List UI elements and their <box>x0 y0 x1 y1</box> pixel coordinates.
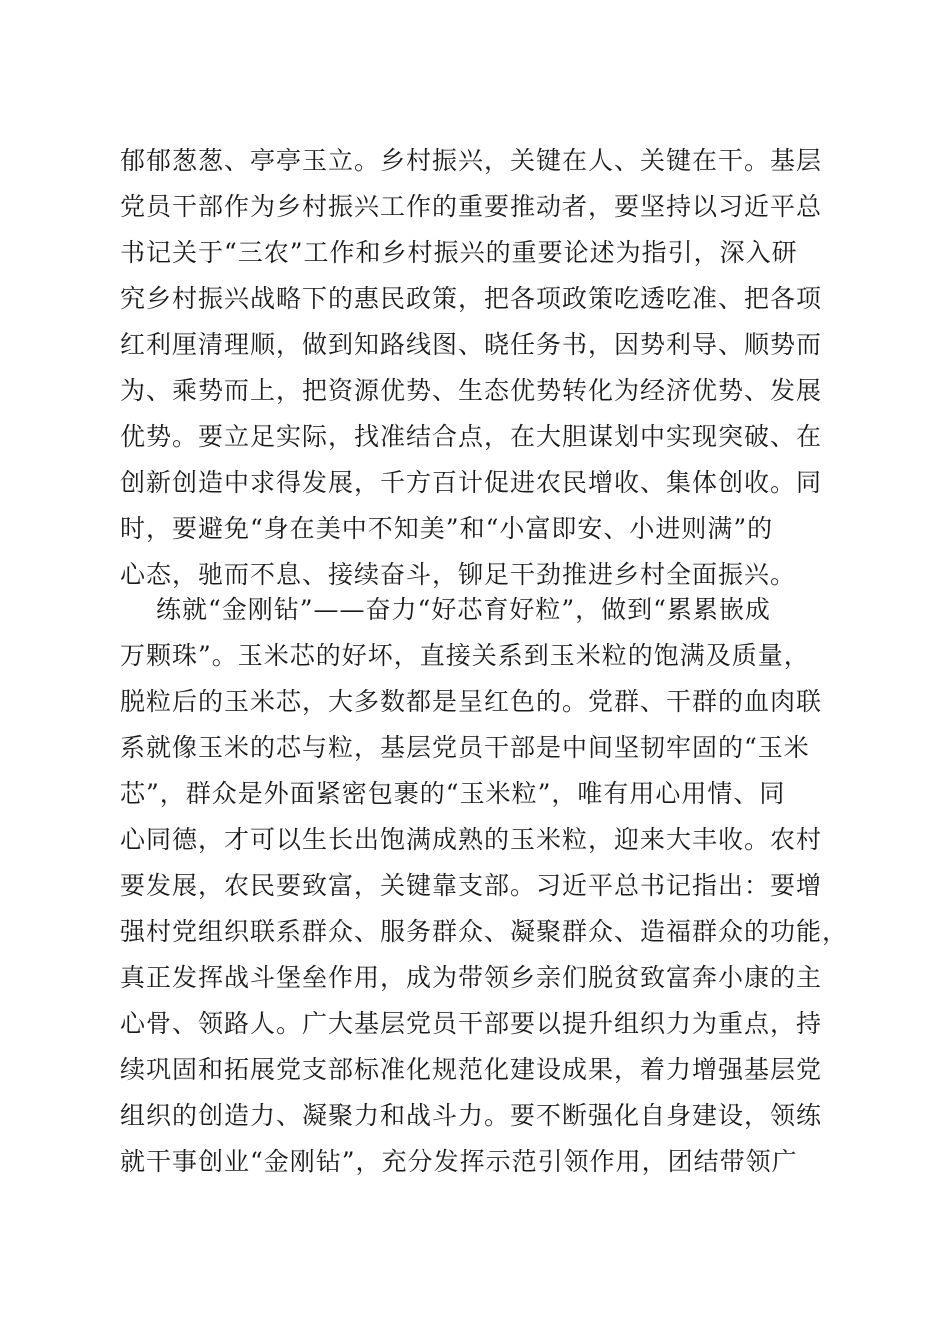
text-line: 优势。要立足实际，找准结合点，在大胆谋划中实现突破、在 <box>120 422 823 451</box>
text-line: 系就像玉米的芯与粒，基层党员干部是中间坚韧牢固的“玉米 <box>120 733 810 762</box>
text-line: 续巩固和拓展党支部标准化规范化建设成果，着力增强基层党 <box>120 1055 823 1084</box>
paragraph-jingangzuan <box>120 587 860 1185</box>
text-line: 心同德，才可以生长出饱满成熟的玉米粒，迎来大丰收。农村 <box>120 825 823 854</box>
text-line: 脱粒后的玉米芯，大多数都是呈红色的。党群、干群的血肉联 <box>120 687 823 716</box>
paragraph-continuation <box>120 138 860 598</box>
text-line: 心骨、领路人。广大基层党员干部要以提升组织力为重点，持 <box>120 1009 823 1038</box>
text-line: 书记关于“三农”工作和乡村振兴的重要论述为指引，深入研 <box>120 238 798 267</box>
text-line: 究乡村振兴战略下的惠民政策，把各项政策吃透吃准、把各项 <box>120 284 823 313</box>
text-line: 创新创造中求得发展，千方百计促进农民增收、集体创收。同 <box>120 468 823 497</box>
text-line: 郁郁葱葱、亭亭玉立。乡村振兴，关键在人、关键在干。基层 <box>120 146 823 175</box>
text-line: 要发展，农民要致富，关键靠支部。习近平总书记指出：要增 <box>120 871 823 900</box>
text-line-first: 练就“金刚钻”——奋力“好芯育好粒”，做到“累累嵌成 <box>156 595 771 624</box>
text-line: 心态，驰而不息、接续奋斗，铆足干劲推进乡村全面振兴。 <box>120 560 797 589</box>
text-line: 强村党组织联系群众、服务群众、凝聚群众、造福群众的功能， <box>120 917 849 946</box>
text-line: 芯”，群众是外面紧密包裹的“玉米粒”，唯有用心用情、同 <box>120 779 786 808</box>
text-line: 就干事创业“金刚钻”，充分发挥示范引领作用，团结带领广 <box>120 1147 798 1176</box>
text-line: 为、乘势而上，把资源优势、生态优势转化为经济优势、发展 <box>120 376 823 405</box>
text-line: 时，要避免“身在美中不知美”和“小富即安、小进则满”的 <box>120 514 774 543</box>
text-line: 组织的创造力、凝聚力和战斗力。要不断强化自身建设，领练 <box>120 1101 823 1130</box>
text-line: 党员干部作为乡村振兴工作的重要推动者，要坚持以习近平总 <box>120 192 823 221</box>
text-line: 万颗珠”。玉米芯的好坏，直接关系到玉米粒的饱满及质量， <box>120 641 810 670</box>
text-line: 红利厘清理顺，做到知路线图、晓任务书，因势利导、顺势而 <box>120 330 823 359</box>
text-line: 真正发挥战斗堡垒作用，成为带领乡亲们脱贫致富奔小康的主 <box>120 963 823 992</box>
